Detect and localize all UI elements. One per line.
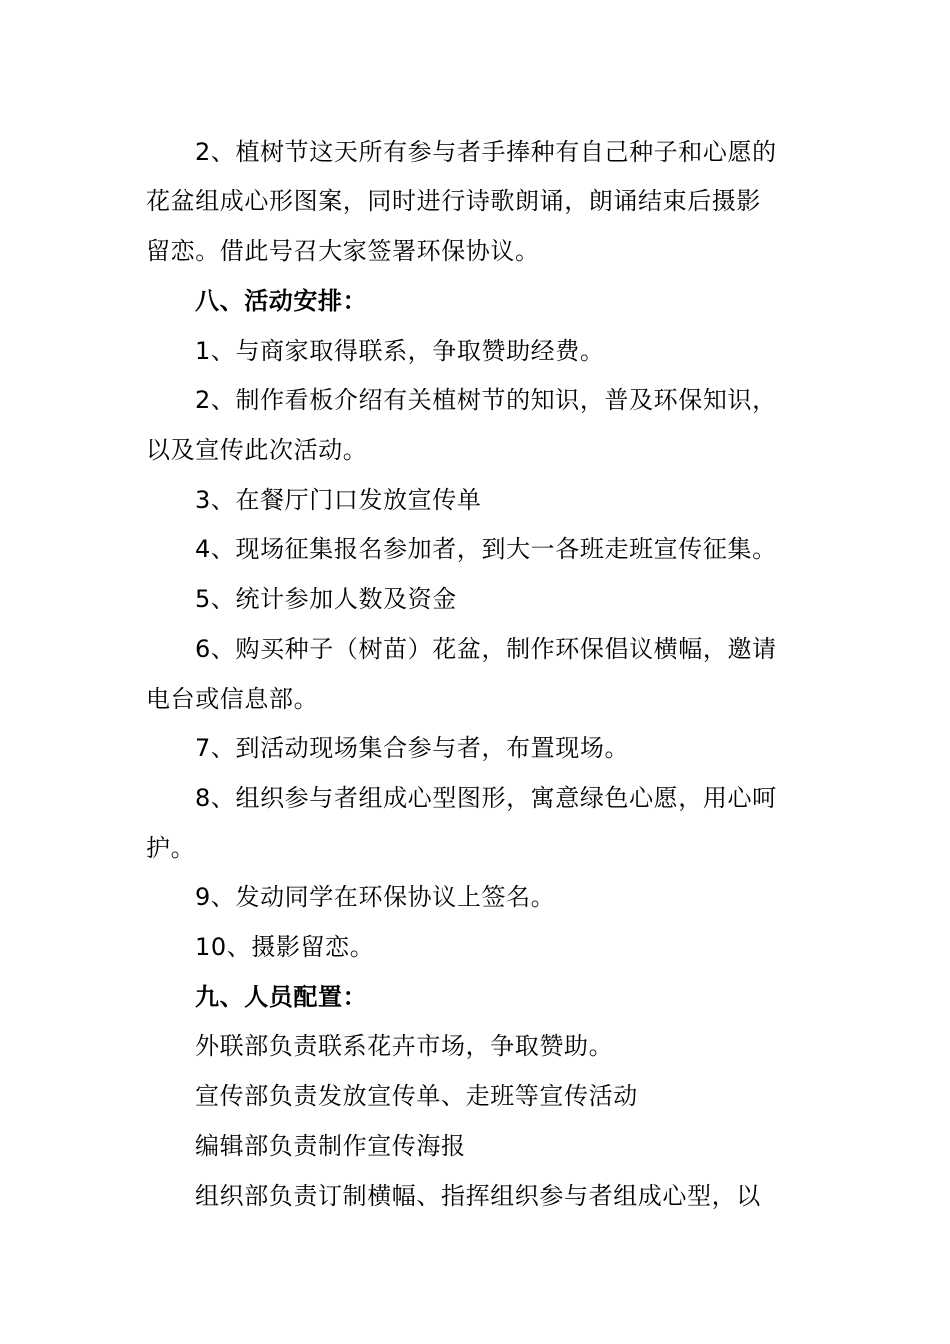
list-item: 7、到活动现场集合参与者，布置现场。: [195, 734, 630, 762]
staff-line: 宣传部负责发放宣传单、走班等宣传活动: [195, 1082, 638, 1110]
list-item: 1、与商家取得联系，争取赞助经费。: [195, 337, 605, 365]
staff-line: 组织部负责订制横幅、指挥组织参与者组成心型，以: [195, 1182, 761, 1210]
list-item: 4、现场征集报名参加者，到大一各班走班宣传征集。: [195, 535, 777, 563]
section-heading: 九、人员配置：: [195, 983, 368, 1011]
section-heading: 八、活动安排：: [195, 287, 368, 315]
list-item: 8、组织参与者组成心型图形，寓意绿色心愿，用心呵: [195, 784, 777, 812]
list-item: 10、摄影留恋。: [195, 933, 375, 961]
paragraph-line: 花盆组成心形图案，同时进行诗歌朗诵，朗诵结束后摄影: [146, 187, 761, 215]
list-item: 5、统计参加人数及资金: [195, 585, 457, 613]
staff-line: 编辑部负责制作宣传海报: [195, 1132, 466, 1160]
paragraph-line: 护。: [146, 834, 196, 862]
list-item: 6、购买种子（树苗）花盆，制作环保倡议横幅，邀请: [195, 635, 777, 663]
paragraph-line: 留恋。借此号召大家签署环保协议。: [146, 237, 540, 265]
staff-line: 外联部负责联系花卉市场，争取赞助。: [195, 1032, 614, 1060]
list-item: 2、制作看板介绍有关植树节的知识，普及环保知识，: [195, 386, 777, 414]
paragraph-line: 电台或信息部。: [146, 685, 319, 713]
list-item: 9、发动同学在环保协议上签名。: [195, 883, 556, 911]
list-item: 3、在餐厅门口发放宣传单: [195, 486, 482, 514]
paragraph-line: 2、植树节这天所有参与者手捧种有自己种子和心愿的: [195, 138, 777, 166]
paragraph-line: 以及宣传此次活动。: [146, 436, 368, 464]
